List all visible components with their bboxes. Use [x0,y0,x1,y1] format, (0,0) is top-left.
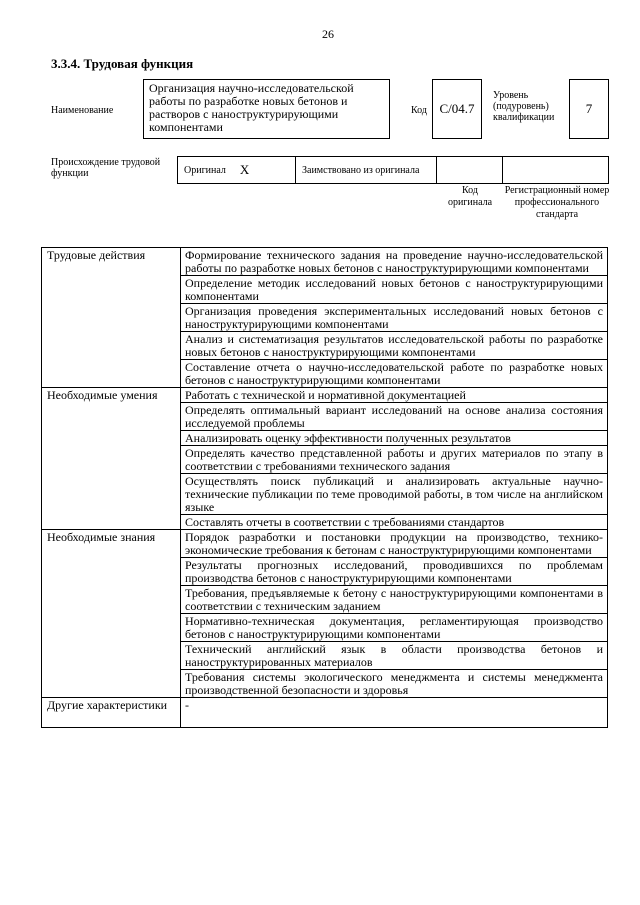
page-number: 26 [322,27,334,41]
code-caption: Код оригинала [447,185,493,208]
table-row [42,388,608,403]
knowledge-item: Порядок разработки и постановки продукции на производство, технико-экономические требования к бетонам с наноструктурирующими компонентами [181,530,608,558]
skill-item: Анализировать оценку эффективности полученных результатов [181,431,608,446]
skill-item: Определять качество представленной работы и других материалов по этапу в соответствии с требованиями технического задания [181,446,608,474]
labor-function-table [41,247,608,728]
level-value: 7 [569,79,609,139]
labor-action-item: Анализ и систематизация результатов исследовательской работы по разработке новых бетонов с наноструктурирующими компонентами [181,332,608,360]
origin-row [177,156,609,184]
knowledge-item: Требования системы экологического менеджмента и системы менеджмента производственной безопасности и здоровья [181,670,608,698]
other-value: - [181,698,608,728]
knowledge-item: Нормативно-техническая документация, регламентирующая производство бетонов с наноструктурирующими компонентами [181,614,608,642]
knowledge-item: Технический английский язык в области производства бетонов и наноструктурированных материалов [181,642,608,670]
name-label: Наименование [51,105,114,116]
original-code-cell [437,157,503,183]
original-mark: X [239,162,250,177]
table-row [42,248,608,276]
labor-action-item: Составление отчета о научно-исследовательской работе по разработке новых бетонов с наноструктурирующими компонентами [181,360,608,388]
borrowed-label: Заимствовано из оригинала [302,164,420,176]
reg-caption: Регистрационный номер профессионального стандарта [504,185,610,220]
labor-action-item: Определение методик исследований новых бетонов с наноструктурирующими компонентами [181,276,608,304]
origin-label: Происхождение трудовой функции [51,157,161,179]
borrowed-cell [296,157,437,183]
code-value: C/04.7 [432,79,482,139]
knowledge-item: Результаты прогнозных исследований, проводившихся по проблемам производства бетонов с наноструктурирующими компонентами [181,558,608,586]
skill-item: Работать с технической и нормативной документацией [181,388,608,403]
labor-action-item: Организация проведения экспериментальных исследований новых бетонов с наноструктурирующими компонентами [181,304,608,332]
skill-item: Осуществлять поиск публикаций и анализировать актуальные научно-технические публикации по теме проводимой работы, в том числе на английском языке [181,474,608,515]
other-label: Другие характеристики [42,698,181,728]
function-name: Организация научно-исследовательской работы по разработке новых бетонов и растворов с наноструктурирующими компонентами [143,79,390,139]
reg-number-cell [503,157,608,183]
table-row [42,530,608,558]
skills-label: Необходимые умения [42,388,181,530]
labor-actions-label: Трудовые действия [42,248,181,388]
knowledge-label: Необходимые знания [42,530,181,698]
original-cell [178,157,296,183]
skill-item: Определять оптимальный вариант исследований на основе анализа состояния исследуемой проблемы [181,403,608,431]
skill-item: Составлять отчеты в соответствии с требованиями стандартов [181,515,608,530]
labor-action-item: Формирование технического задания на проведение научно-исследовательской работы по разработке новых бетонов с наноструктурирующими компонентами [181,248,608,276]
code-label: Код [411,105,427,116]
original-label: Оригинал [184,164,226,176]
level-label: Уровень (подуровень) квалификации [493,90,555,123]
table-row [42,698,608,728]
section-title: 3.3.4. Трудовая функция [51,56,194,71]
knowledge-item: Требования, предъявляемые к бетону с наноструктурирующими компонентами в соответствии с техническим заданием [181,586,608,614]
